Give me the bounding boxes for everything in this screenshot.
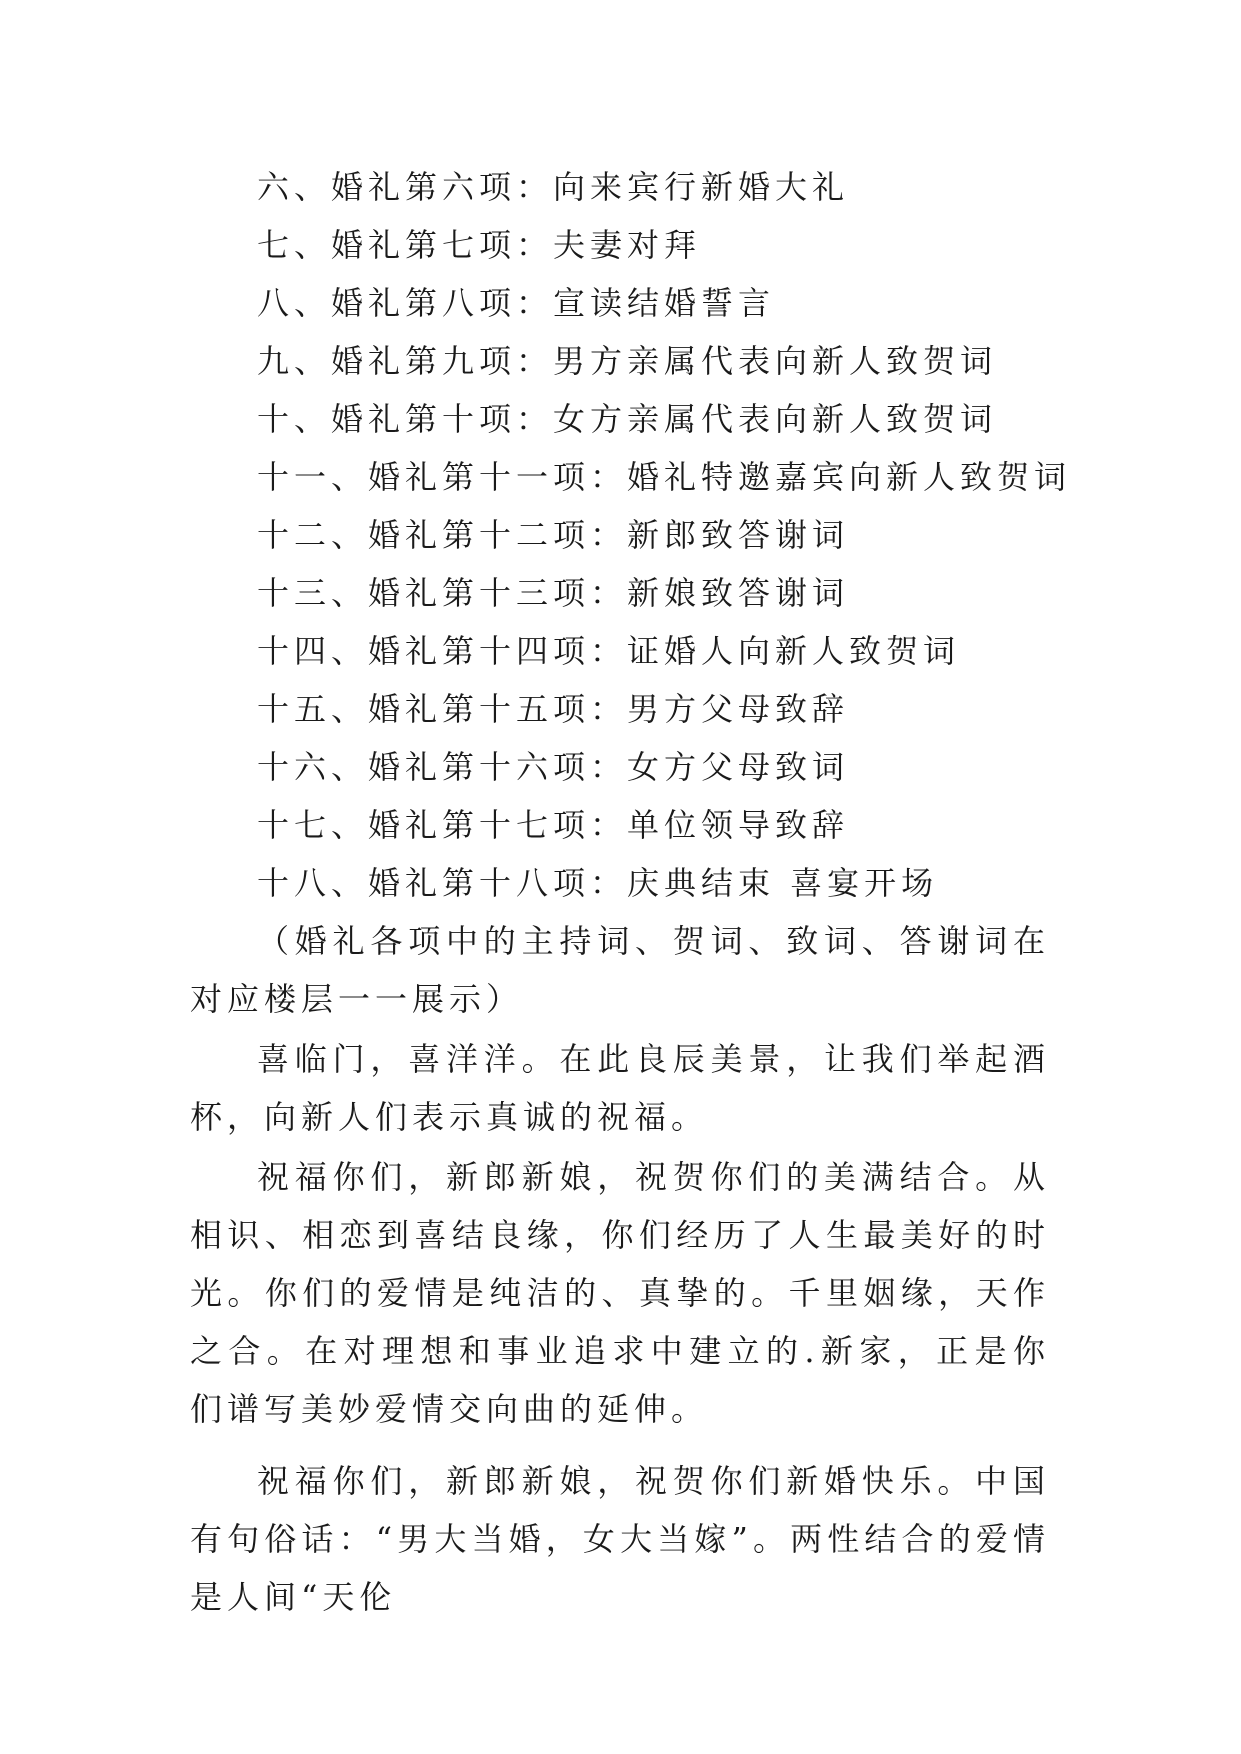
body-paragraph: 祝福你们，新郎新娘，祝贺你们新婚快乐。中国有句俗话：“男大当婚，女大当嫁”。两性结合的爱情是人间“天伦	[190, 1462, 1050, 1616]
program-item: 八、婚礼第八项：宣读结婚誓言	[257, 284, 776, 322]
program-item: 十三、婚礼第十三项：新娘致答谢词	[257, 574, 850, 612]
program-item: 十八、婚礼第十八项：庆典结束 喜宴开场	[257, 864, 939, 902]
program-note: （婚礼各项中的主持词、贺词、致词、答谢词在对应楼层一一展示）	[190, 922, 1050, 1018]
program-item: 七、婚礼第七项：夫妻对拜	[257, 226, 702, 264]
body-paragraph: 祝福你们，新郎新娘，祝贺你们的美满结合。从相识、相恋到喜结良缘，你们经历了人生最美好的时光。你们的爱情是纯洁的、真挚的。千里姻缘，天作之合。在对理想和事业追求中建立的.新家，正是你们谱写美妙爱情交向曲的延伸。	[190, 1158, 1050, 1428]
program-item: 十一、婚礼第十一项：婚礼特邀嘉宾向新人致贺词	[257, 458, 1072, 496]
program-item: 十二、婚礼第十二项：新郎致答谢词	[257, 516, 850, 554]
program-item: 十四、婚礼第十四项：证婚人向新人致贺词	[257, 632, 961, 670]
program-item: 十、婚礼第十项：女方亲属代表向新人致贺词	[257, 400, 998, 438]
body-paragraph: 喜临门，喜洋洋。在此良辰美景，让我们举起酒杯，向新人们表示真诚的祝福。	[190, 1040, 1050, 1136]
document-body	[190, 158, 1072, 1626]
program-item: 六、婚礼第六项：向来宾行新婚大礼	[257, 168, 850, 206]
program-item: 十七、婚礼第十七项：单位领导致辞	[257, 806, 850, 844]
program-item: 十六、婚礼第十六项：女方父母致词	[257, 748, 850, 786]
program-item: 九、婚礼第九项：男方亲属代表向新人致贺词	[257, 342, 998, 380]
program-item: 十五、婚礼第十五项：男方父母致辞	[257, 690, 850, 728]
